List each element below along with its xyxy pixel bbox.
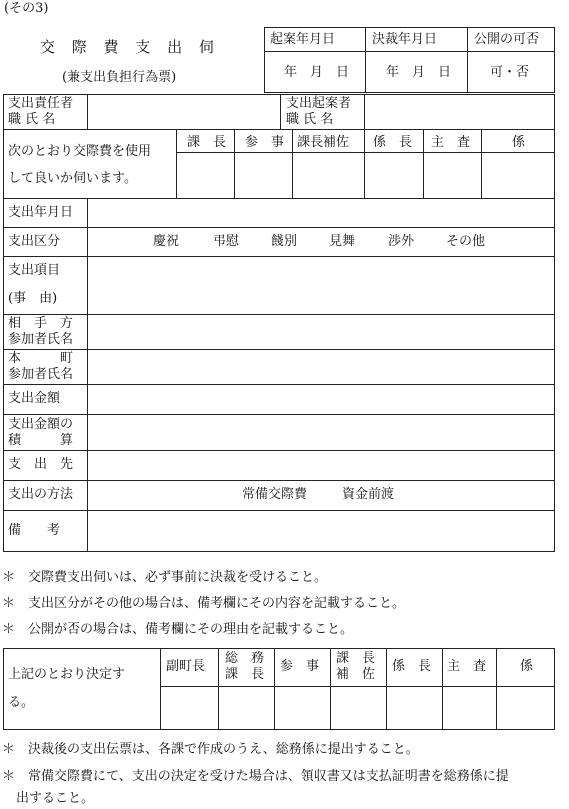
stamp-box-staff[interactable] <box>482 153 554 197</box>
stamp-box-section-chief[interactable] <box>177 153 233 197</box>
drafter-label-2: 職 氏 名 <box>286 112 334 127</box>
row-label-town-2: 参加者氏名 <box>8 367 74 382</box>
stamp-header-councilor: 参 事 <box>245 135 285 150</box>
category-option-celebration[interactable]: 慶祝 <box>153 234 180 249</box>
form-title: 交 際 費 支 出 伺 <box>40 38 220 56</box>
draft-date-field[interactable]: 年 月 日 <box>284 65 350 80</box>
row-label-category: 支出区分 <box>8 234 61 249</box>
row-label-amount: 支出金額 <box>8 391 61 406</box>
stamp-header-staff: 係 <box>512 135 526 150</box>
decision-header-deputy-1: 課 長 <box>336 651 376 666</box>
method-option-standing-fund[interactable]: 常備交際費 <box>242 487 308 502</box>
stamp-box-chief[interactable] <box>365 153 422 197</box>
decision-header-general-affairs-1: 総 務 <box>225 651 265 666</box>
row-label-estimate-2: 積 算 <box>8 433 74 448</box>
partner-field[interactable] <box>88 315 554 348</box>
decision-stamp-general-affairs[interactable] <box>219 687 273 729</box>
decision-stamp-staff[interactable] <box>497 687 554 729</box>
row-label-partner-2: 参加者氏名 <box>8 332 74 347</box>
row-label-method: 支出の方法 <box>8 487 74 502</box>
responsible-name-field[interactable] <box>88 95 279 128</box>
disclosure-header: 公開の可否 <box>474 32 540 47</box>
decision-date-field[interactable]: 年 月 日 <box>386 65 452 80</box>
decision-stamp-senior[interactable] <box>443 687 495 729</box>
decision-header-staff: 係 <box>520 659 534 674</box>
category-option-external[interactable]: 渉外 <box>388 234 415 249</box>
drafter-name-field[interactable] <box>365 95 554 128</box>
stamp-box-senior[interactable] <box>424 153 480 197</box>
amount-field[interactable] <box>88 385 554 413</box>
method-option-advance[interactable]: 資金前渡 <box>342 487 395 502</box>
stamp-header-section-chief: 課 長 <box>187 135 227 150</box>
decision-stamp-vice-mayor[interactable] <box>161 687 217 729</box>
form-number: (その3) <box>4 1 49 16</box>
disclosure-field[interactable]: 可・否 <box>490 65 530 80</box>
item-field[interactable] <box>88 257 554 313</box>
row-label-town-1: 本 町 <box>8 351 74 366</box>
row-label-item: 支出項目 <box>8 263 61 278</box>
decision-text-2: る。 <box>8 695 35 710</box>
note-item: ＊ 支出区分がその他の場合は、備考欄にその内容を記載すること。 <box>2 596 406 611</box>
draft-date-header: 起案年月日 <box>270 32 336 47</box>
row-label-reason: (事 由) <box>8 291 58 306</box>
category-option-farewell[interactable]: 餞別 <box>271 234 298 249</box>
decision-header-councilor: 参 事 <box>280 659 320 674</box>
decision-header-deputy-2: 補 佐 <box>336 667 376 682</box>
drafter-label-1: 支出起案者 <box>286 96 352 111</box>
note-item: ＊ 決裁後の支出伝票は、各課で作成のうえ、総務係に提出すること。 <box>2 742 419 757</box>
destination-field[interactable] <box>88 451 554 479</box>
decision-header-chief: 係 長 <box>392 659 432 674</box>
row-label-date: 支出年月日 <box>8 205 74 220</box>
note-item: ＊ 交際費支出伺いは、必ず事前に決裁を受けること。 <box>2 570 328 585</box>
remarks-field[interactable] <box>88 511 554 551</box>
responsible-label-2: 職 氏 名 <box>8 112 56 127</box>
estimate-field[interactable] <box>88 415 554 449</box>
decision-text-1: 上記のとおり決定す <box>8 667 126 682</box>
stamp-header-senior: 主 査 <box>431 135 471 150</box>
decision-stamp-chief[interactable] <box>387 687 441 729</box>
category-option-other[interactable]: その他 <box>446 234 486 249</box>
decision-header-vice-mayor: 副町長 <box>166 659 206 674</box>
request-text-1: 次のとおり交際費を使用 <box>8 144 152 159</box>
date-field[interactable] <box>88 199 554 226</box>
stamp-header-deputy: 課長補佐 <box>297 135 350 150</box>
decision-header-general-affairs-2: 課 長 <box>225 667 265 682</box>
row-label-partner-1: 相 手 方 <box>8 316 74 331</box>
row-label-remarks: 備 考 <box>8 523 61 538</box>
note-item: 出すること。 <box>16 791 95 806</box>
request-text-2: して良いか伺います。 <box>8 171 137 186</box>
stamp-header-chief: 係 長 <box>373 135 413 150</box>
responsible-label-1: 支出責任者 <box>8 96 74 111</box>
note-item: ＊ 常備交際費にて、支出の決定を受けた場合は、領収書又は支払証明書を総務係に提 <box>2 769 509 784</box>
decision-stamp-deputy[interactable] <box>331 687 385 729</box>
row-label-destination: 支 出 先 <box>8 457 74 472</box>
category-option-sympathy[interactable]: 見舞 <box>329 234 356 249</box>
decision-header-senior: 主 査 <box>447 659 487 674</box>
decision-date-header: 決裁年月日 <box>372 32 438 47</box>
stamp-box-councilor[interactable] <box>235 153 291 197</box>
category-option-condolence[interactable]: 弔慰 <box>213 234 240 249</box>
stamp-box-deputy[interactable] <box>293 153 363 197</box>
town-attendees-field[interactable] <box>88 350 554 383</box>
form-subtitle: (兼支出負担行為票) <box>62 70 177 85</box>
row-label-estimate-1: 支出金額の <box>8 417 74 432</box>
decision-stamp-councilor[interactable] <box>275 687 329 729</box>
note-item: ＊ 公開が否の場合は、備考欄にその理由を記載すること。 <box>2 622 354 637</box>
